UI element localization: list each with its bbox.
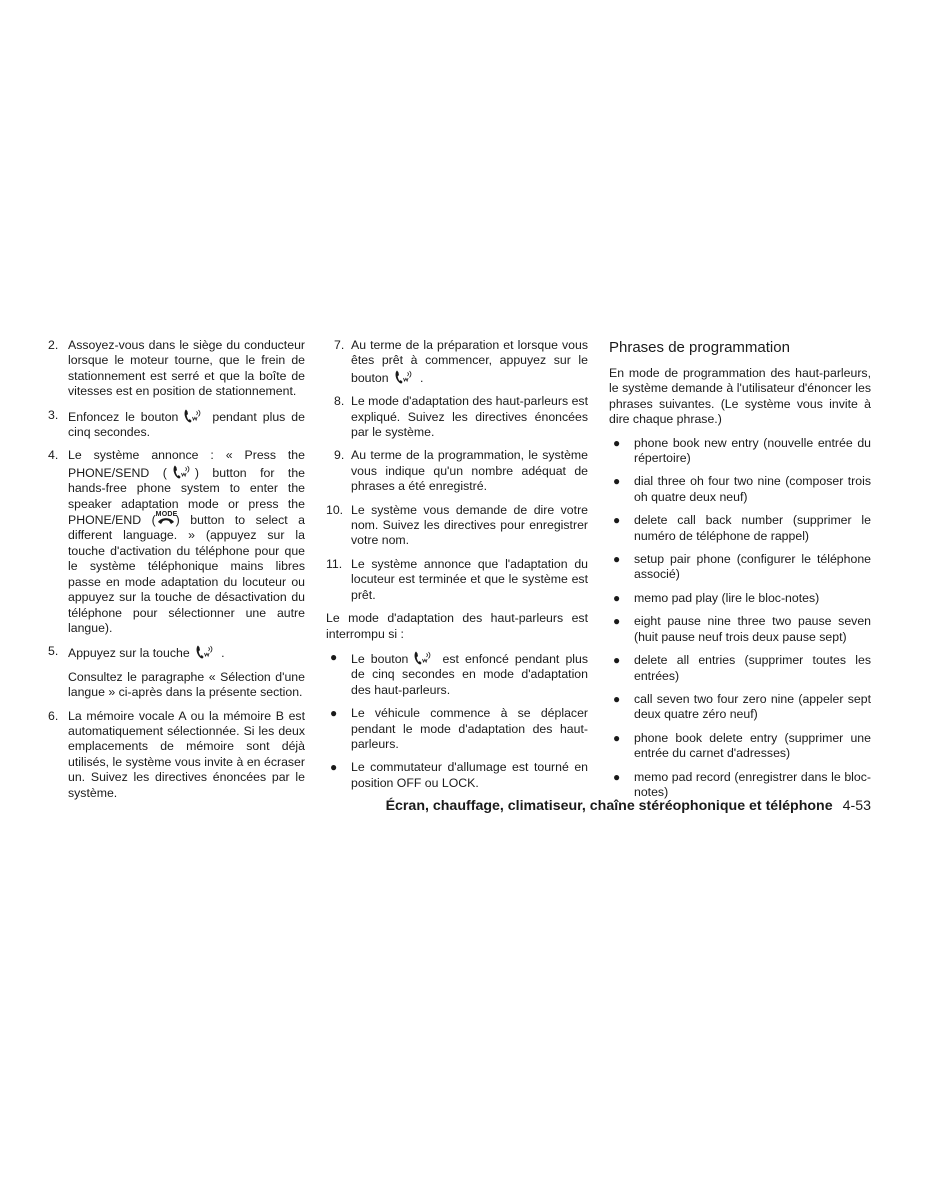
- bullet-text: phone book new entry (nouvelle entrée du répertoire): [634, 435, 871, 466]
- phone-end-icon: [156, 512, 176, 526]
- column-right: [609, 338, 871, 808]
- bullet-dot-icon: ●: [613, 474, 621, 489]
- bullet-dot-icon: ●: [613, 730, 621, 745]
- item-number: 10.: [326, 502, 344, 517]
- phone-talk-icon: [392, 369, 414, 385]
- bullet-text: delete all entries (supprimer toutes les entrées): [634, 653, 871, 683]
- item-text: pendant plus de cinq secondes.: [68, 409, 305, 440]
- bullet-text: Le commutateur d'allumage est tourné en position OFF ou LOCK.: [351, 760, 588, 790]
- item-text: Enfoncez le bouton: [68, 409, 179, 424]
- bullet-text: eight pause nine three two pause seven (huit pause neuf trois deux pause sept): [634, 614, 871, 644]
- bullet-text: delete call back number (supprimer le numéro de téléphone de rappel): [634, 513, 871, 543]
- item-text: La mémoire vocale A ou la mémoire B est automatiquement sélectionnée. Si les deux emplacements de mémoire sont déjà utilisés, le système vous invite à en écraser un. Suivez les directives énoncées par le système.: [68, 708, 305, 800]
- item-number: 11.: [326, 556, 343, 571]
- column-middle: [326, 338, 588, 799]
- bullet-item: [609, 552, 871, 583]
- bullet-text: Le véhicule commence à se déplacer pendant le mode d'adaptation des haut-parleurs.: [351, 706, 588, 751]
- bullet-dot-icon: ●: [613, 614, 621, 629]
- bullet-dot-icon: ●: [330, 706, 338, 721]
- bullet-dot-icon: ●: [613, 653, 621, 668]
- item-text: ) button to select a different language. » (appuyez sur la touche d'activation du téléphone pour que le système téléphonique mains libres passe en mode adaptation du locuteur ou appuyez sur la touche de désactivation du téléphone pour sélectionner une autre langue).: [68, 513, 306, 635]
- bullet-text: est enfoncé pendant plus de cinq secondes en mode d'adaptation des haut-parleurs.: [351, 651, 588, 697]
- phone-talk-icon: [170, 464, 192, 480]
- bullet-text: memo pad record (enregistrer dans le bloc-notes): [634, 769, 871, 799]
- item-text: Le système annonce : « Press the PHONE/SEND (: [68, 448, 305, 480]
- bullet-item: [609, 731, 871, 762]
- item-number: 3.: [48, 407, 59, 422]
- item-text: Le mode d'adaptation des haut-parleurs est expliqué. Suivez les directives énoncées par le système.: [351, 394, 588, 440]
- bullet-text: Le bouton: [351, 651, 409, 666]
- column-left: [48, 338, 305, 809]
- list-item: [48, 408, 305, 441]
- bullet-dot-icon: ●: [613, 513, 621, 528]
- mode-label: MODE: [155, 511, 178, 519]
- bullet-item: [326, 706, 588, 752]
- item-number: 9.: [334, 448, 345, 463]
- page-footer: [0, 798, 871, 814]
- bullet-item: [609, 653, 871, 684]
- bullet-item: [609, 474, 871, 505]
- list-item: [326, 557, 588, 603]
- section-intro: En mode de programmation des haut-parleurs, le système demande à l'utilisateur d'énoncer les phrases suivantes. (Le système vous invite à dire chaque phrase.): [609, 366, 871, 427]
- bullet-item: [609, 614, 871, 645]
- item-text: .: [221, 646, 225, 661]
- item-number: 8.: [334, 394, 345, 409]
- phone-talk-icon: [193, 644, 215, 660]
- item-number: 5.: [48, 644, 59, 659]
- list-item: [48, 338, 305, 400]
- bullet-dot-icon: ●: [613, 769, 621, 784]
- bullet-text: memo pad play (lire le bloc-notes): [634, 590, 820, 605]
- list-item: [326, 394, 588, 440]
- item-number: 4.: [48, 448, 59, 463]
- bullet-dot-icon: ●: [613, 552, 621, 567]
- item-text: Appuyez sur la touche: [68, 646, 190, 661]
- item-number: 7.: [334, 338, 345, 352]
- bullet-item: [609, 513, 871, 544]
- interruption-intro: Le mode d'adaptation des haut-parleurs est interrompu si :: [326, 611, 588, 641]
- bullet-item: [609, 692, 871, 723]
- bullet-text: dial three oh four two nine (composer trois oh quatre deux neuf): [634, 474, 871, 504]
- item-text: Au terme de la programmation, le système vous indique qu'un nombre adéquat de phrases a été enregistré.: [351, 448, 588, 494]
- list-item: [326, 503, 588, 549]
- list-item: [48, 448, 305, 636]
- list-item: [326, 338, 588, 386]
- bullet-item: [326, 760, 588, 791]
- bullet-dot-icon: ●: [613, 590, 621, 605]
- item-text: Au terme de la préparation et lorsque vous êtes prêt à commencer, appuyez sur le bouton: [351, 338, 588, 385]
- list-item: [326, 448, 588, 494]
- bullet-dot-icon: ●: [613, 691, 621, 706]
- footer-title: Écran, chauffage, climatiseur, chaîne stéréophonique et téléphone: [385, 798, 833, 814]
- item-text: Le système vous demande de dire votre nom. Suivez les directives pour enregistrer votre nom.: [351, 502, 588, 548]
- bullet-dot-icon: ●: [330, 649, 338, 664]
- bullet-text: phone book delete entry (supprimer une entrée du carnet d'adresses): [634, 730, 871, 761]
- item-number: 6.: [48, 708, 59, 723]
- bullet-item: [609, 591, 871, 606]
- bullet-item: [609, 436, 871, 467]
- bullet-item: [326, 650, 588, 698]
- item-text: .: [420, 370, 424, 385]
- section-heading: Phrases de programmation: [609, 339, 790, 356]
- phone-talk-icon: [181, 408, 203, 424]
- bullet-dot-icon: ●: [330, 760, 338, 775]
- bullet-text: call seven two four zero nine (appeler sept deux quatre zéro neuf): [634, 691, 871, 722]
- item-text: ) button for the hands-free phone system to enter the speaker adaptation mode or press the PHONE/END (: [68, 465, 305, 528]
- item-note: Consultez le paragraphe « Sélection d'une langue » ci-après dans la présente section.: [68, 669, 305, 700]
- item-text: Assoyez-vous dans le siège du conducteur lorsque le moteur tourne, que le frein de stationnement est serré et que la boîte de vitesses est en position de stationnement.: [68, 338, 305, 399]
- bullet-item: [609, 770, 871, 801]
- phone-talk-icon: [411, 650, 433, 666]
- item-text: Le système annonce que l'adaptation du locuteur est terminée et que le système est prêt.: [351, 556, 588, 602]
- list-item: [48, 709, 305, 801]
- item-number: 2.: [48, 338, 59, 352]
- bullet-text: setup pair phone (configurer le téléphone associé): [634, 552, 871, 582]
- list-item: [48, 644, 305, 661]
- page-number: 4-53: [842, 798, 871, 814]
- bullet-dot-icon: ●: [613, 435, 621, 450]
